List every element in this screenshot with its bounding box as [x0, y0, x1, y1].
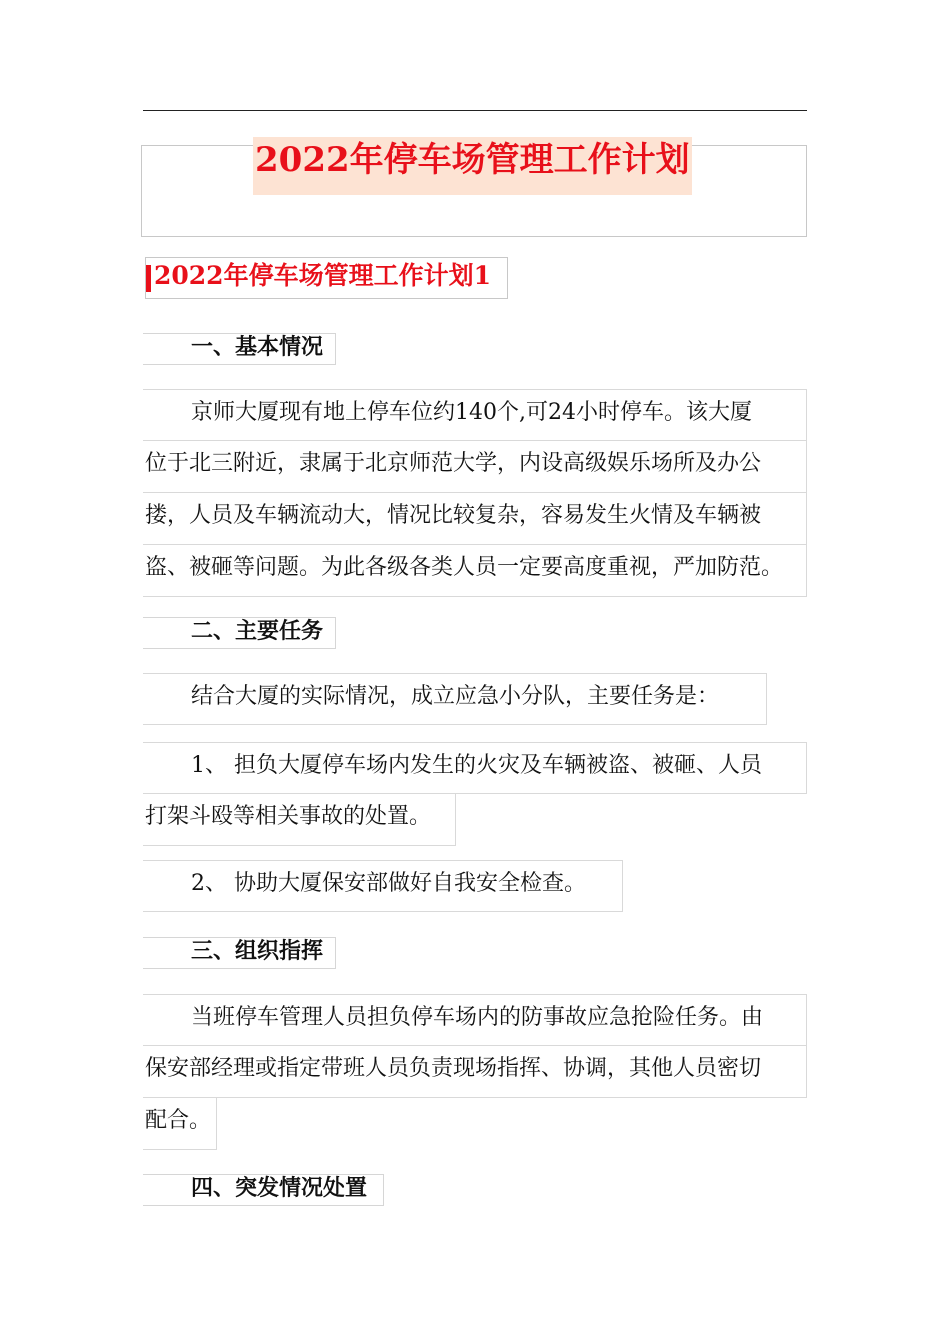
line-text: 搂，人员及车辆流动大，情况比较复杂，容易发生火情及车辆被 [145, 503, 762, 528]
section-heading-text: 二、主要任务 [191, 619, 324, 644]
line-text: 配合。 [145, 1108, 212, 1133]
paragraph-line [143, 441, 807, 493]
section-heading-1 [143, 333, 336, 365]
paragraph-task-item-1 [143, 742, 807, 846]
paragraph-line [143, 1098, 217, 1150]
paragraph-line [143, 545, 807, 597]
paragraph-line [143, 742, 807, 794]
line-text: 1、 担负大厦停车场内发生的火灾及车辆被盗、被砸、人员 [191, 753, 762, 778]
line-text: 2、 协助大厦保安部做好自我安全检查。 [191, 871, 586, 896]
document-subtitle: 2022年停车场管理工作计划1 [154, 261, 491, 290]
line-text: 位于北三附近，隶属于北京师范大学，内设高级娱乐场所及办公 [145, 451, 762, 476]
paragraph-line [143, 860, 623, 912]
paragraph-line [143, 389, 807, 441]
header-rule [143, 110, 807, 111]
subtitle-marker [146, 265, 151, 292]
paragraph-line [143, 493, 807, 545]
paragraph-line [143, 994, 807, 1046]
paragraph-tasks-intro [143, 673, 767, 725]
section-heading-text: 一、基本情况 [191, 335, 324, 360]
paragraph-line [143, 794, 456, 846]
document-title: 2022年停车场管理工作计划 [253, 137, 692, 195]
line-text: 盗、被砸等问题。为此各级各类人员一定要高度重视，严加防范。 [145, 555, 784, 580]
section-heading-2 [143, 617, 336, 649]
section-heading-text: 四、突发情况处置 [191, 1176, 368, 1201]
paragraph-organization [143, 994, 807, 1150]
section-heading-4 [143, 1174, 384, 1206]
section-heading-3 [143, 937, 336, 969]
line-text: 结合大厦的实际情况，成立应急小分队，主要任务是： [191, 684, 720, 709]
line-text: 打架斗殴等相关事故的处置。 [145, 804, 432, 829]
paragraph-task-item-2 [143, 860, 623, 912]
line-text: 京师大厦现有地上停车位约140个,可24小时停车。该大厦 [191, 400, 752, 425]
paragraph-line [143, 673, 767, 725]
section-heading-text: 三、组织指挥 [191, 939, 324, 964]
paragraph-basic-situation [143, 389, 807, 597]
paragraph-line [143, 1046, 807, 1098]
line-text: 当班停车管理人员担负停车场内的防事故应急抢险任务。由 [191, 1005, 764, 1030]
line-text: 保安部经理或指定带班人员负责现场指挥、协调，其他人员密切 [145, 1056, 762, 1081]
